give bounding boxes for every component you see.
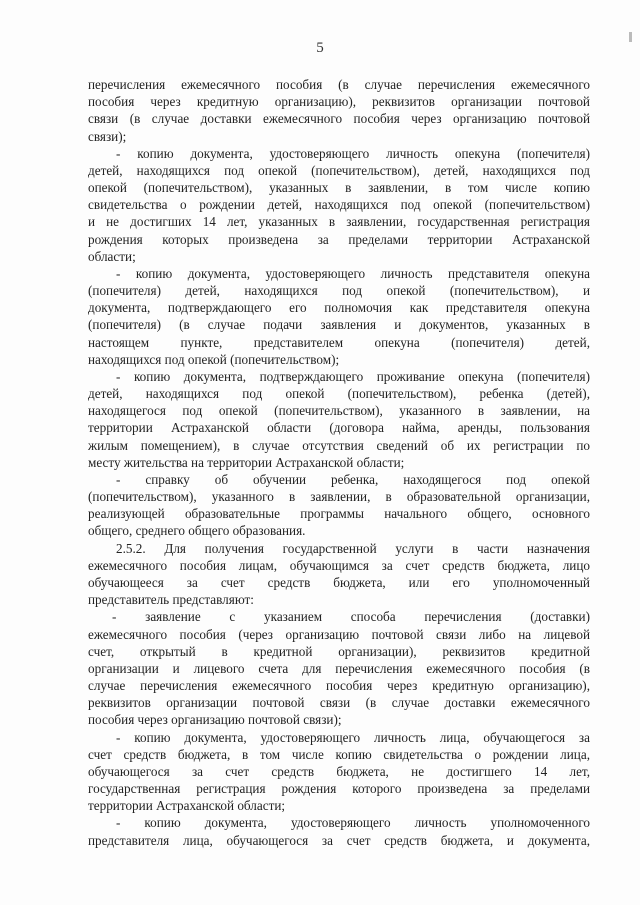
text-line: счет средств бюджета, в том числе копию свидетельства о рождении лица, <box>88 746 590 762</box>
text-line: (попечительством), указанного в заявлении, в образовательной организации, <box>88 489 590 505</box>
text-line: находящихся под опекой (попечительством); <box>88 351 340 367</box>
text-line: - справку об обучении ребенка, находящегося под опекой <box>116 471 590 487</box>
text-line: - копию документа, удостоверяющего личность опекуна (попечителя) <box>116 145 590 161</box>
page-number: 5 <box>316 40 324 56</box>
text-line: связи (в случае доставки ежемесячного пособия через организацию почтовой <box>88 111 590 127</box>
text-line: случае перечисления ежемесячного пособия через кредитную организацию), <box>88 678 590 694</box>
text-line: свидетельства о рождении детей, находящихся под опекой (попечительством) <box>88 197 590 213</box>
text-line: реализующей образовательные программы начального общего, основного <box>88 506 590 522</box>
text-line: - копию документа, удостоверяющего личность представителя опекуна <box>116 265 590 281</box>
text-line: документа, подтверждающего его полномочия как представителя опекуна <box>88 300 590 316</box>
text-line: пособия через организацию почтовой связи); <box>88 712 342 728</box>
text-line: связи); <box>88 128 127 144</box>
text-line: реквизитов организации почтовой связи (в случае доставки ежемесячного <box>88 695 590 711</box>
text-line: - копию документа, удостоверяющего личность уполномоченного <box>116 815 590 831</box>
text-line: представитель представляют: <box>88 592 254 608</box>
text-line: счет, открытый в кредитной организации), реквизитов кредитной <box>88 643 590 659</box>
text-line: ежемесячного пособия (через организацию почтовой связи либо на лицевой <box>88 626 590 642</box>
text-line: рождения которых произведена за пределами территории Астраханской <box>88 231 590 247</box>
text-line: обучающееся за счет средств бюджета, или его уполномоченный <box>88 574 590 590</box>
text-line: находящегося под опекой (попечительством), указанного в заявлении, на <box>88 403 590 419</box>
document-body <box>88 76 590 849</box>
text-line: перечисления ежемесячного пособия (в случае перечисления ежемесячного <box>88 77 590 92</box>
text-line: (попечителя) детей, находящихся под опекой (попечительством), и <box>88 283 590 299</box>
text-line: пособия через кредитную организацию), реквизитов организации почтовой <box>88 94 590 110</box>
text-line: детей, находящихся под опекой (попечительством), ребенка (детей), <box>88 386 590 402</box>
text-line: - копию документа, удостоверяющего личность лица, обучающегося за <box>116 729 590 745</box>
text-line: государственная регистрация рождения которого произведена за пределами <box>88 781 590 797</box>
text-line: 2.5.2. Для получения государственной услуги в части назначения <box>116 540 590 556</box>
text-line: обучающегося за счет средств бюджета, не достигшего 14 лет, <box>88 763 590 779</box>
text-line: территории Астраханской области; <box>88 798 286 814</box>
text-line: общего, среднего общего образования. <box>88 523 306 539</box>
text-line: и не достигших 14 лет, указанных в заявлении, государственная регистрация <box>88 214 590 230</box>
text-line: настоящем пункте, представителем опекуна (попечителя) детей, <box>88 334 590 350</box>
text-line: ежемесячного пособия лицам, обучающимся за счет средств бюджета, лицо <box>88 557 590 573</box>
text-line: области; <box>88 248 136 264</box>
text-line: месту жительства на территории Астраханской области; <box>88 454 405 470</box>
text-line: - копию документа, подтверждающего проживание опекуна (попечителя) <box>116 368 590 384</box>
text-line: жилым помещением), в случае отсутствия сведений об их регистрации по <box>88 437 590 453</box>
text-line: организации и лицевого счета для перечисления ежемесячного пособия (в <box>88 660 590 676</box>
text-line: опекой (попечительством), указанных в заявлении, в том числе копию <box>88 180 590 196</box>
text-line: территории Астраханской области (договора найма, аренды, пользования <box>88 420 590 436</box>
text-line: (попечителя) (в случае подачи заявления и документов, указанных в <box>88 317 590 333</box>
text-line: представителя лица, обучающегося за счет средств бюджета, и документа, <box>88 832 590 848</box>
text-line: детей, находящихся под опекой (попечительством), детей, находящихся под <box>88 162 590 178</box>
text-line: - заявление с указанием способа перечисления (доставки) <box>112 609 590 625</box>
